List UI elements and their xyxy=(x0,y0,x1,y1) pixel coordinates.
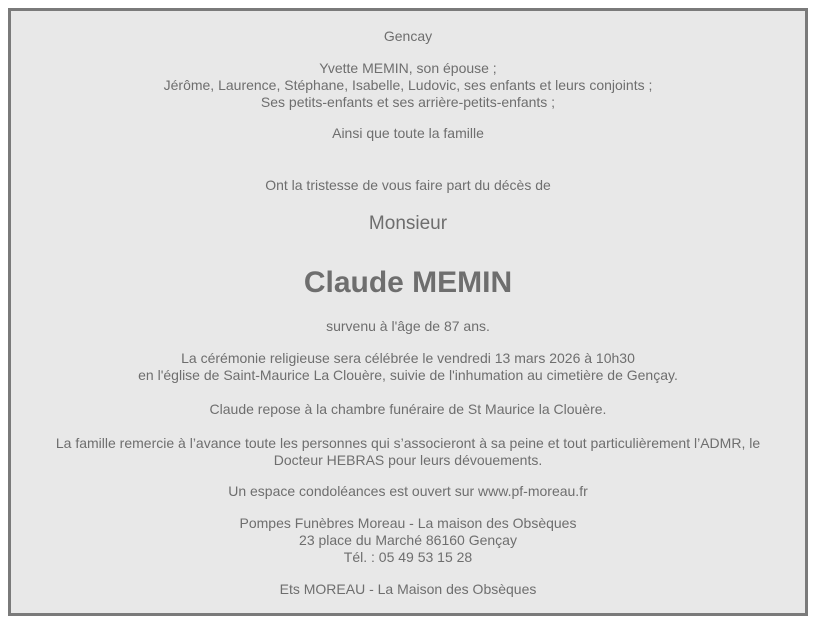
ceremony-line-2: en l'église de Saint-Maurice La Clouère, suivie de l'inhumation au cimetière de Gençay. xyxy=(138,367,678,383)
thanks-line-2: Docteur HEBRAS pour leurs dévouements. xyxy=(273,452,543,468)
family-children: Jérôme, Laurence, Stéphane, Isabelle, Ludovic, ses enfants et leurs conjoints ; xyxy=(163,77,653,93)
thanks-line-1: La famille remercie à l’avance toute les personnes qui s’associeront à sa peine et tout particulièrement l’ADMR, le xyxy=(55,435,761,451)
funeral-home-name: Pompes Funèbres Moreau - La maison des Obsèques xyxy=(239,515,577,531)
ceremony-line-1: La cérémonie religieuse sera célébrée le vendredi 13 mars 2026 à 10h30 xyxy=(181,350,635,366)
extended-family: Ainsi que toute la famille xyxy=(332,125,484,141)
funeral-home-phone: Tél. : 05 49 53 15 28 xyxy=(343,549,473,565)
obituary-notice xyxy=(8,8,808,616)
age-line: survenu à l'âge de 87 ans. xyxy=(326,318,490,334)
family-spouse: Yvette MEMIN, son épouse ; xyxy=(319,60,497,76)
funeral-home-address: 23 place du Marché 86160 Gençay xyxy=(299,532,517,548)
family-grandchildren: Ses petits-enfants et ses arrière-petits-enfants ; xyxy=(260,94,556,110)
announcement: Ont la tristesse de vous faire part du décès de xyxy=(265,177,551,193)
honorific: Monsieur xyxy=(368,213,448,234)
rest-location: Claude repose à la chambre funéraire de St Maurice la Clouère. xyxy=(209,401,607,417)
deceased-name: Claude MEMIN xyxy=(303,266,513,299)
town: Gencay xyxy=(383,28,433,44)
condolences-line: Un espace condoléances est ouvert sur www.pf-moreau.fr xyxy=(228,483,588,499)
signature: Ets MOREAU - La Maison des Obsèques xyxy=(279,581,537,597)
